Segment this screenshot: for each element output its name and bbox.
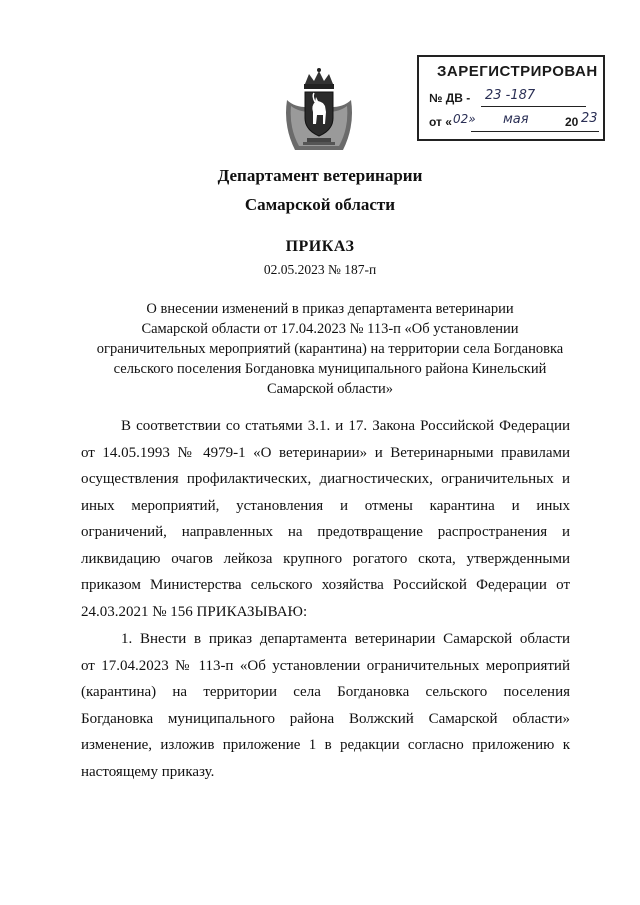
stamp-number-handwritten: 23 -187 <box>485 88 536 103</box>
body-line: от 14.05.1993 № 4979-1 «О ветеринарии» и Ветеринарными правилами <box>81 444 570 461</box>
body-line: (карантина) на территории села Богдановка сельского поселения <box>81 684 570 700</box>
body-line: ограничений, направленных на предотвращение распространения и <box>81 524 570 540</box>
stamp-day-value: 02 <box>453 112 469 126</box>
stamp-day-quote: » <box>468 112 476 126</box>
stamp-number-label: № ДВ - <box>429 91 471 105</box>
order-subject <box>60 299 600 399</box>
department-name-line1: Департамент ветеринарии <box>217 166 423 185</box>
registration-stamp <box>417 55 605 141</box>
body-line: настоящему приказу. <box>81 763 215 780</box>
body-line: от 17.04.2023 № 113-п «Об установлении ограничительных мероприятий <box>81 657 570 674</box>
stamp-date-underline <box>471 131 599 132</box>
stamp-date-prefix: от « <box>429 115 452 129</box>
body-line: изменение, изложив приложение 1 в редакции согласно приложению к <box>81 737 570 753</box>
body-line: иных мероприятий, установления и отмены карантина и иных <box>81 497 570 514</box>
stamp-date-label <box>429 115 452 129</box>
body-line: 24.03.2021 № 156 ПРИКАЗЫВАЮ: <box>81 603 308 620</box>
body-paragraph-preamble <box>81 413 570 625</box>
stamp-day-handwritten <box>453 112 476 126</box>
body-line: приказом Министерства сельского хозяйства Российской Федерации от <box>81 577 570 593</box>
document-type-title: ПРИКАЗ <box>285 238 355 255</box>
body-line: осуществления профилактических, диагностических, ограничительных и <box>81 471 570 487</box>
stamp-month-handwritten: мая <box>503 112 529 127</box>
subject-line: Самарской области» <box>267 381 393 397</box>
body-line: В соответствии со статьями 3.1. и 17. Закона Российской Федерации <box>121 418 570 434</box>
document-date-number: 02.05.2023 № 187-п <box>263 262 377 277</box>
subject-line: сельского поселения Богдановка муниципального района Кинельский <box>113 361 547 377</box>
coat-of-arms-emblem <box>281 66 357 154</box>
subject-line: ограничительных мероприятий (карантина) на территории села Богдановка <box>96 341 564 357</box>
subject-line: О внесении изменений в приказ департамента ветеринарии <box>146 301 514 317</box>
body-paragraph-item-1 <box>81 626 570 785</box>
stamp-year-printed: 20 <box>565 115 579 129</box>
subject-line: Самарской области от 17.04.2023 № 113-п «Об установлении <box>141 321 519 337</box>
department-name-line2: Самарской области <box>244 195 396 214</box>
stamp-title: ЗАРЕГИСТРИРОВАН <box>437 63 598 80</box>
stamp-number-underline <box>481 106 586 107</box>
body-line: ликвидацию очагов лейкоза крупного рогатого скота, утвержденными <box>81 550 570 567</box>
stamp-year-handwritten: 23 <box>581 111 598 126</box>
body-line: Богдановка муниципального района Волжский Самарской области» <box>81 710 570 727</box>
body-line: 1. Внести в приказ департамента ветеринарии Самарской области <box>121 631 570 647</box>
